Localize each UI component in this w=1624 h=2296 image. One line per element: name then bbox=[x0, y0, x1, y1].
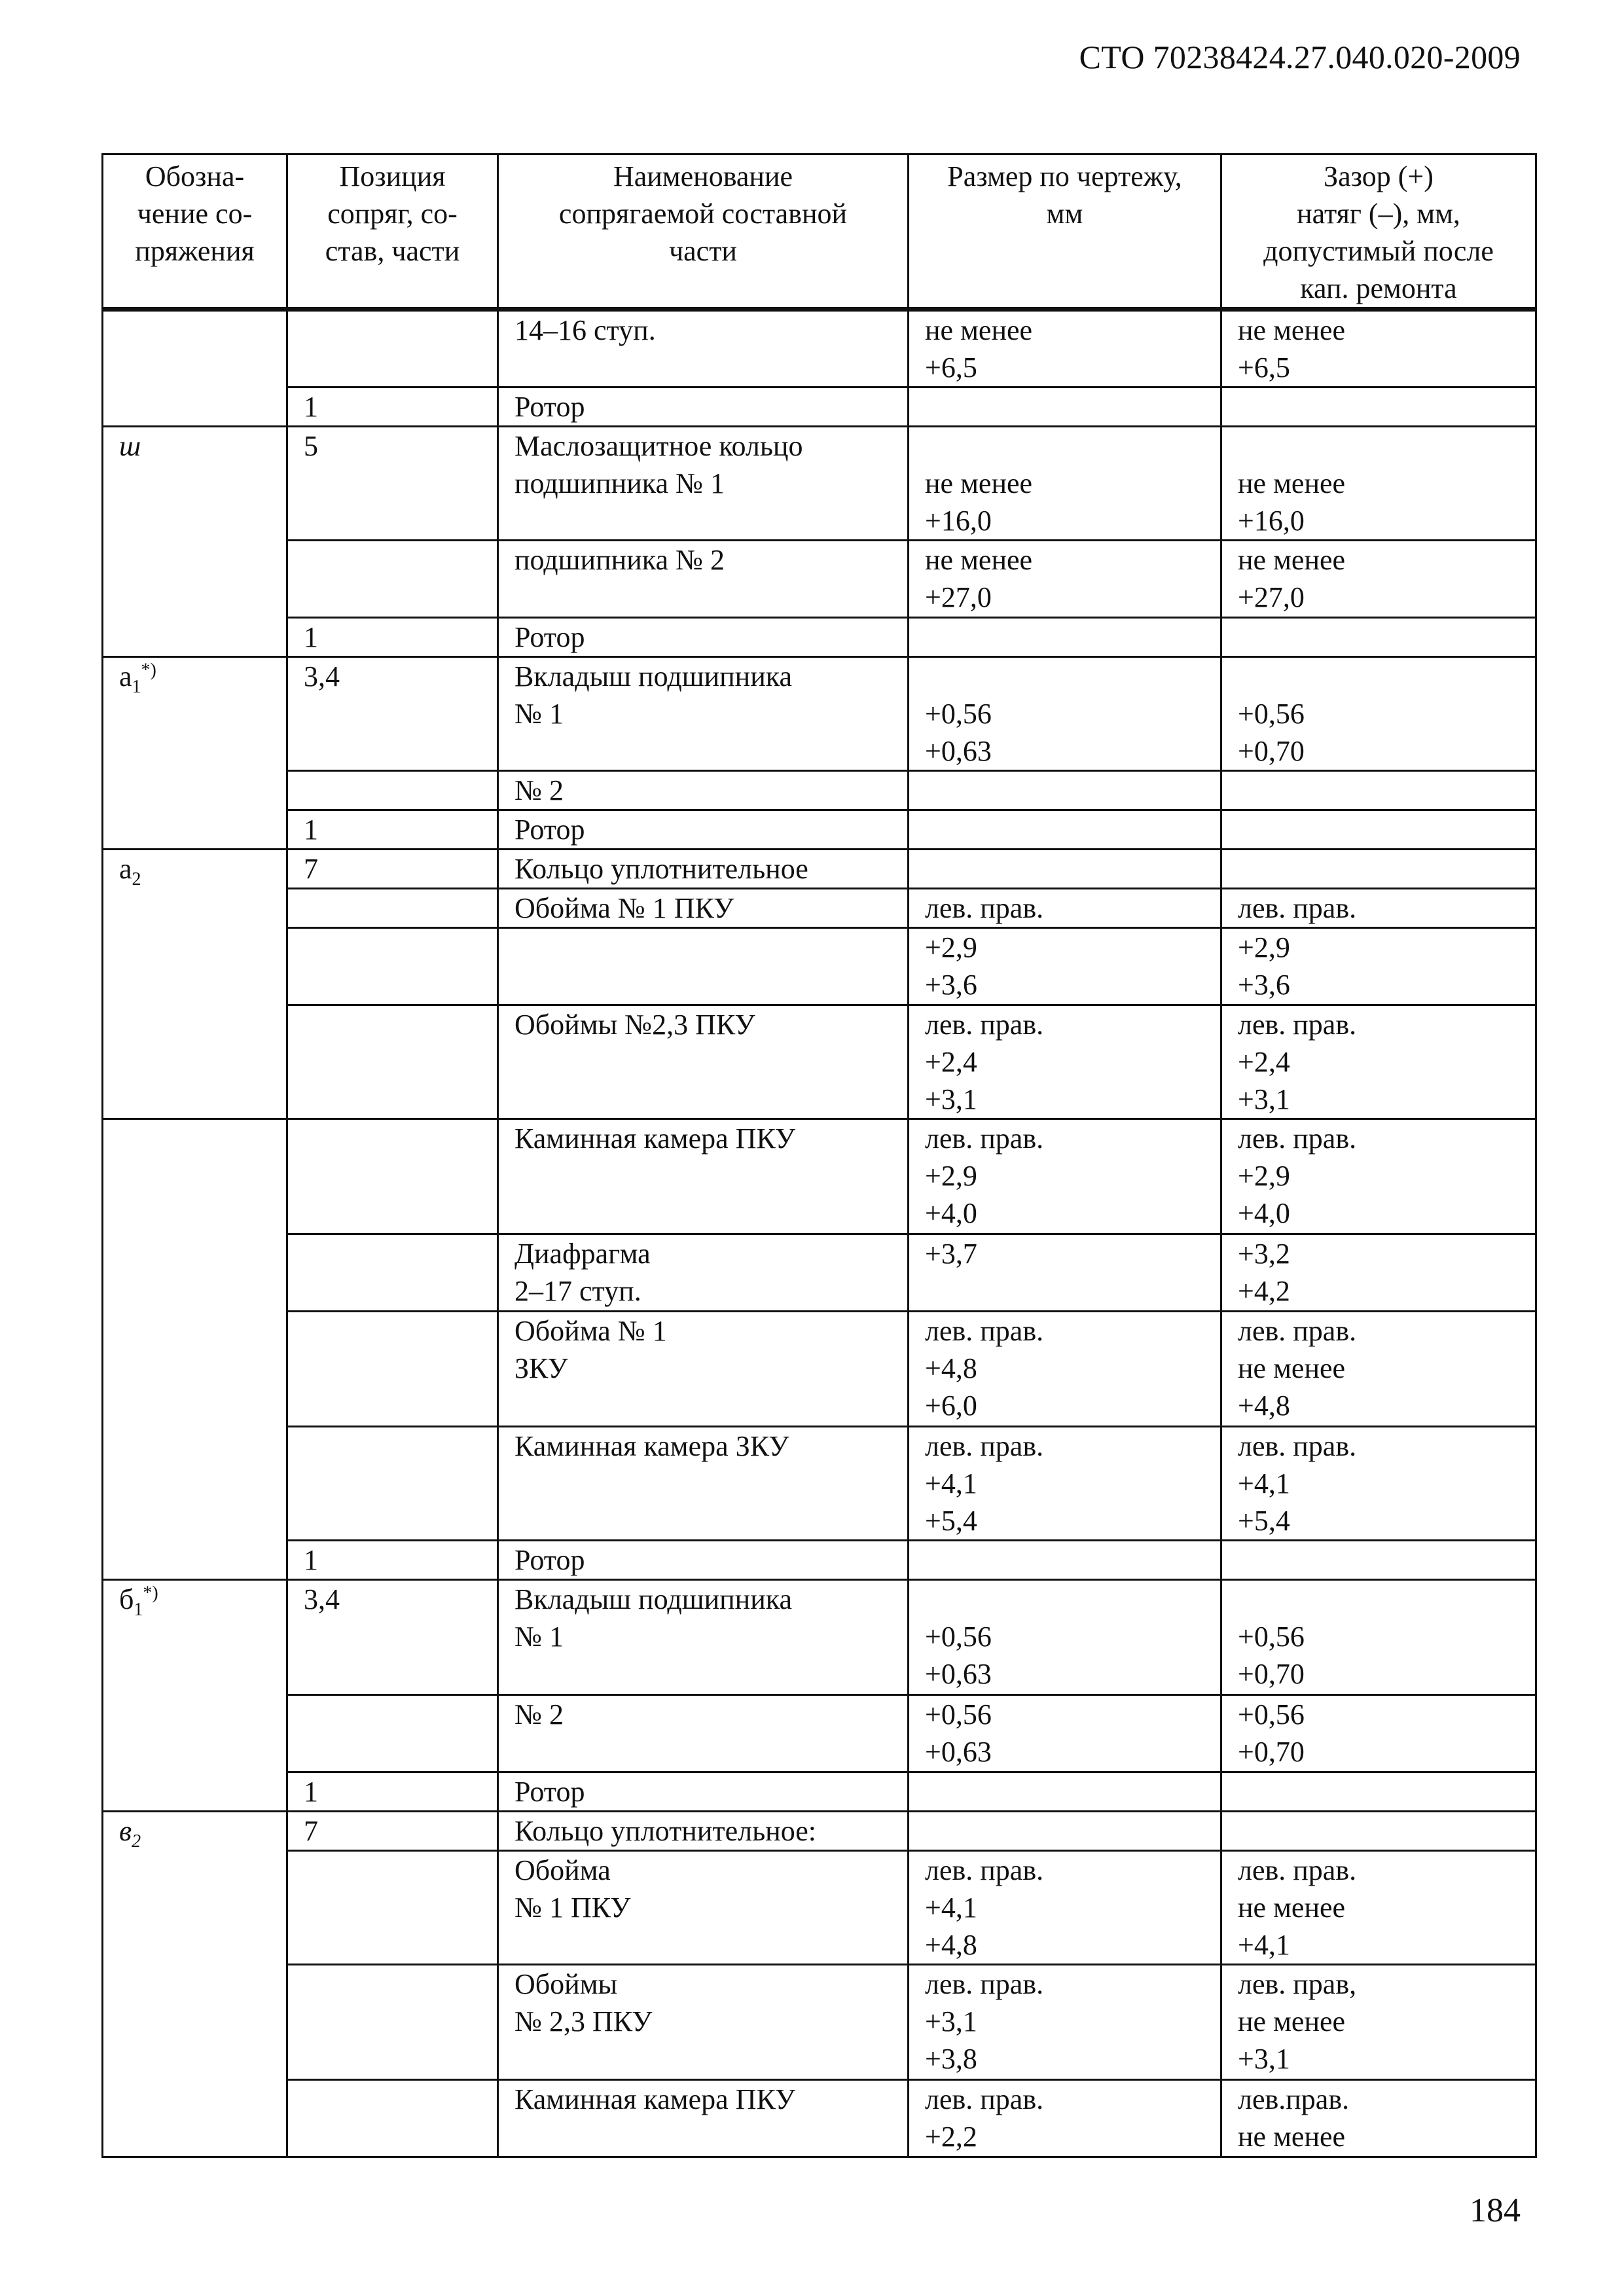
designation-cell bbox=[103, 310, 287, 427]
clearance-cell bbox=[1221, 810, 1536, 850]
clearance-cell: лев. прав. bbox=[1221, 889, 1536, 928]
clearance-cell: не менее +16,0 bbox=[1221, 427, 1536, 541]
clearance-cell: +3,2 +4,2 bbox=[1221, 1234, 1536, 1312]
size-cell bbox=[909, 850, 1221, 889]
part-name-cell: Обоймы № 2,3 ПКУ bbox=[498, 1965, 909, 2080]
table-row bbox=[103, 387, 1536, 427]
size-cell: лев. прав. +2,2 bbox=[909, 2080, 1221, 2157]
page-number: 184 bbox=[1470, 2192, 1521, 2229]
position-cell: 1 bbox=[287, 618, 498, 657]
part-name-cell: Обойма № 1 ПКУ bbox=[498, 1851, 909, 1965]
table-row bbox=[103, 1119, 1536, 1234]
position-cell bbox=[287, 1695, 498, 1772]
size-cell: +3,7 bbox=[909, 1234, 1221, 1312]
size-cell: +0,56 +0,63 bbox=[909, 1695, 1221, 1772]
clearance-table bbox=[101, 153, 1537, 2158]
table-header bbox=[103, 154, 1536, 310]
designation-cell: $а_1^{*)}$ bbox=[103, 657, 287, 850]
size-cell: лев. прав. +2,9 +4,0 bbox=[909, 1119, 1221, 1234]
table-row bbox=[103, 2080, 1536, 2157]
position-cell: 3,4 bbox=[287, 657, 498, 771]
part-name-cell: Ротор bbox=[498, 1772, 909, 1812]
part-name-cell: № 2 bbox=[498, 1695, 909, 1772]
position-cell bbox=[287, 1005, 498, 1119]
clearance-cell bbox=[1221, 1541, 1536, 1580]
clearance-cell bbox=[1221, 618, 1536, 657]
clearance-cell bbox=[1221, 387, 1536, 427]
clearance-cell bbox=[1221, 1772, 1536, 1812]
part-name-cell: Обойма № 1 ПКУ bbox=[498, 889, 909, 928]
position-cell bbox=[287, 771, 498, 810]
position-cell bbox=[287, 1312, 498, 1427]
clearance-cell: лев.прав. не менее bbox=[1221, 2080, 1536, 2157]
part-name-cell: Каминная камера ЗКУ bbox=[498, 1427, 909, 1541]
size-cell: лев. прав. +4,1 +5,4 bbox=[909, 1427, 1221, 1541]
clearance-cell: лев. прав. +4,1 +5,4 bbox=[1221, 1427, 1536, 1541]
table-row bbox=[103, 1965, 1536, 2080]
position-cell: 3,4 bbox=[287, 1580, 498, 1695]
part-name-cell: Вкладыш подшипника № 1 bbox=[498, 1580, 909, 1695]
part-name-cell: Каминная камера ПКУ bbox=[498, 1119, 909, 1234]
part-name-cell: Обойма № 1 ЗКУ bbox=[498, 1312, 909, 1427]
part-name-cell: Ротор bbox=[498, 810, 909, 850]
size-cell: лев. прав. +4,8 +6,0 bbox=[909, 1312, 1221, 1427]
clearance-cell: +0,56 +0,70 bbox=[1221, 1580, 1536, 1695]
designation-cell: $б_1^{*)}$ bbox=[103, 1580, 287, 1812]
size-cell: лев. прав. +3,1 +3,8 bbox=[909, 1965, 1221, 2080]
clearance-cell: +0,56 +0,70 bbox=[1221, 1695, 1536, 1772]
part-name-cell: Ротор bbox=[498, 387, 909, 427]
clearance-cell: лев. прав, не менее +3,1 bbox=[1221, 1965, 1536, 2080]
position-cell: 1 bbox=[287, 1541, 498, 1580]
designation-cell bbox=[103, 1119, 287, 1580]
part-name-cell: Кольцо уплотнительное bbox=[498, 850, 909, 889]
size-cell bbox=[909, 618, 1221, 657]
size-cell: не менее +27,0 bbox=[909, 541, 1221, 618]
position-cell bbox=[287, 2080, 498, 2157]
position-cell bbox=[287, 928, 498, 1005]
table-row bbox=[103, 310, 1536, 387]
size-cell: лев. прав. +4,1 +4,8 bbox=[909, 1851, 1221, 1965]
size-cell: +0,56 +0,63 bbox=[909, 657, 1221, 771]
part-name-cell: Ротор bbox=[498, 1541, 909, 1580]
table-row bbox=[103, 1005, 1536, 1119]
size-cell: лев. прав. +2,4 +3,1 bbox=[909, 1005, 1221, 1119]
position-cell bbox=[287, 1965, 498, 2080]
clearance-cell: лев. прав. +2,9 +4,0 bbox=[1221, 1119, 1536, 1234]
header-part-name: Наименование сопрягаемой составной части bbox=[498, 154, 909, 310]
part-name-cell: Вкладыш подшипника № 1 bbox=[498, 657, 909, 771]
table-row bbox=[103, 618, 1536, 657]
table-row bbox=[103, 1541, 1536, 1580]
clearance-cell: +2,9 +3,6 bbox=[1221, 928, 1536, 1005]
clearance-cell: не менее +6,5 bbox=[1221, 310, 1536, 387]
table-row bbox=[103, 1580, 1536, 1695]
size-cell: +0,56 +0,63 bbox=[909, 1580, 1221, 1695]
clearance-cell bbox=[1221, 771, 1536, 810]
header-designation: Обозна- чение со- пряжения bbox=[103, 154, 287, 310]
position-cell: 7 bbox=[287, 1812, 498, 1851]
part-name-cell: Ротор bbox=[498, 618, 909, 657]
size-cell bbox=[909, 1541, 1221, 1580]
header-clearance: Зазор (+) натяг (–), мм, допустимый после кап. ремонта bbox=[1221, 154, 1536, 310]
position-cell bbox=[287, 889, 498, 928]
size-cell: не менее +6,5 bbox=[909, 310, 1221, 387]
designation-cell: ш bbox=[103, 427, 287, 657]
size-cell bbox=[909, 771, 1221, 810]
table-row bbox=[103, 810, 1536, 850]
position-cell: 1 bbox=[287, 387, 498, 427]
part-name-cell: Маслозащитное кольцо подшипника № 1 bbox=[498, 427, 909, 541]
document-code: СТО 70238424.27.040.020-2009 bbox=[1079, 39, 1521, 75]
position-cell bbox=[287, 541, 498, 618]
table-row bbox=[103, 427, 1536, 541]
part-name-cell: 14–16 ступ. bbox=[498, 310, 909, 387]
clearance-cell bbox=[1221, 1812, 1536, 1851]
table-row bbox=[103, 1427, 1536, 1541]
table-row bbox=[103, 1312, 1536, 1427]
size-cell bbox=[909, 1812, 1221, 1851]
size-cell: +2,9 +3,6 bbox=[909, 928, 1221, 1005]
clearance-cell: не менее +27,0 bbox=[1221, 541, 1536, 618]
position-cell bbox=[287, 310, 498, 387]
position-cell bbox=[287, 1427, 498, 1541]
clearance-cell bbox=[1221, 850, 1536, 889]
table-row bbox=[103, 928, 1536, 1005]
table-row bbox=[103, 1772, 1536, 1812]
part-name-cell: Обоймы №2,3 ПКУ bbox=[498, 1005, 909, 1119]
designation-cell: $а_2$ bbox=[103, 850, 287, 1119]
part-name-cell: подшипника № 2 bbox=[498, 541, 909, 618]
header-drawing-size: Размер по чертежу, мм bbox=[909, 154, 1221, 310]
position-cell: 1 bbox=[287, 810, 498, 850]
part-name-cell: Диафрагма 2–17 ступ. bbox=[498, 1234, 909, 1312]
designation-cell: $в_2$ bbox=[103, 1812, 287, 2157]
table-row bbox=[103, 889, 1536, 928]
position-cell: 7 bbox=[287, 850, 498, 889]
size-cell bbox=[909, 810, 1221, 850]
position-cell bbox=[287, 1234, 498, 1312]
clearance-cell: лев. прав. +2,4 +3,1 bbox=[1221, 1005, 1536, 1119]
clearance-cell: лев. прав. не менее +4,1 bbox=[1221, 1851, 1536, 1965]
position-cell bbox=[287, 1119, 498, 1234]
size-cell: лев. прав. bbox=[909, 889, 1221, 928]
size-cell bbox=[909, 1772, 1221, 1812]
part-name-cell: Кольцо уплотнительное: bbox=[498, 1812, 909, 1851]
position-cell bbox=[287, 1851, 498, 1965]
clearance-cell: +0,56 +0,70 bbox=[1221, 657, 1536, 771]
part-name-cell bbox=[498, 928, 909, 1005]
position-cell: 5 bbox=[287, 427, 498, 541]
header-position: Позиция сопряг, со- став, части bbox=[287, 154, 498, 310]
table-row bbox=[103, 1695, 1536, 1772]
size-cell: не менее +16,0 bbox=[909, 427, 1221, 541]
table-row bbox=[103, 1812, 1536, 1851]
part-name-cell: № 2 bbox=[498, 771, 909, 810]
table-row bbox=[103, 657, 1536, 771]
position-cell: 1 bbox=[287, 1772, 498, 1812]
table-row bbox=[103, 771, 1536, 810]
table-row bbox=[103, 1851, 1536, 1965]
part-name-cell: Каминная камера ПКУ bbox=[498, 2080, 909, 2157]
table-row bbox=[103, 541, 1536, 618]
table-row bbox=[103, 850, 1536, 889]
table-row bbox=[103, 1234, 1536, 1312]
clearance-cell: лев. прав. не менее +4,8 bbox=[1221, 1312, 1536, 1427]
size-cell bbox=[909, 387, 1221, 427]
